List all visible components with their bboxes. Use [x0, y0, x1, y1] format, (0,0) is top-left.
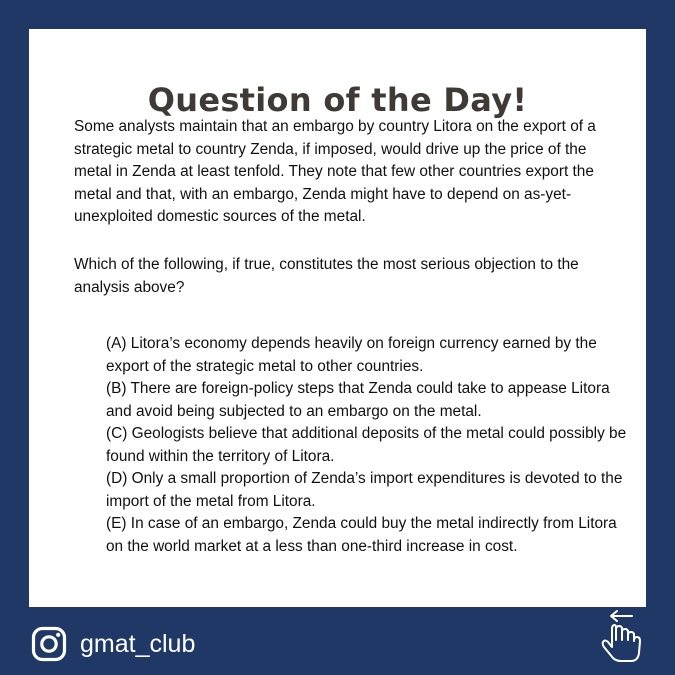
social-handle[interactable]: gmat_club — [80, 630, 196, 658]
choice-b: (B) There are foreign-policy steps that Zenda could take to appease Litora and avoid being subjected to an embargo on the metal. — [106, 380, 610, 420]
question-prompt: Which of the following, if true, constitutes the most serious objection to the analysis above? — [74, 256, 579, 296]
answer-choices — [106, 333, 631, 558]
question-stem: Some analysts maintain that an embargo by country Litora on the export of a strategic metal to country Zenda, if imposed, would drive up the price of the metal in Zenda at least tenfold. They note that few other countries export the metal and that, with an embargo, Zenda might have to depend on as-yet-unexploited domestic sources of the metal. — [74, 118, 596, 225]
choice-a: (A) Litora’s economy depends heavily on foreign currency earned by the export of the strategic metal to other countries. — [106, 335, 597, 375]
choice-c: (C) Geologists believe that additional deposits of the metal could possibly be found within the territory of Litora. — [106, 425, 627, 465]
swipe-hand-icon — [598, 607, 650, 663]
choice-d: (D) Only a small proportion of Zenda’s import expenditures is devoted to the import of the metal from Litora. — [106, 470, 623, 510]
choice-e: (E) In case of an embargo, Zenda could buy the metal indirectly from Litora on the world market at a less than one-third increase in cost. — [106, 515, 617, 555]
question-card — [29, 29, 646, 607]
instagram-icon[interactable] — [31, 626, 67, 662]
page-title: Question of the Day! — [147, 81, 528, 119]
